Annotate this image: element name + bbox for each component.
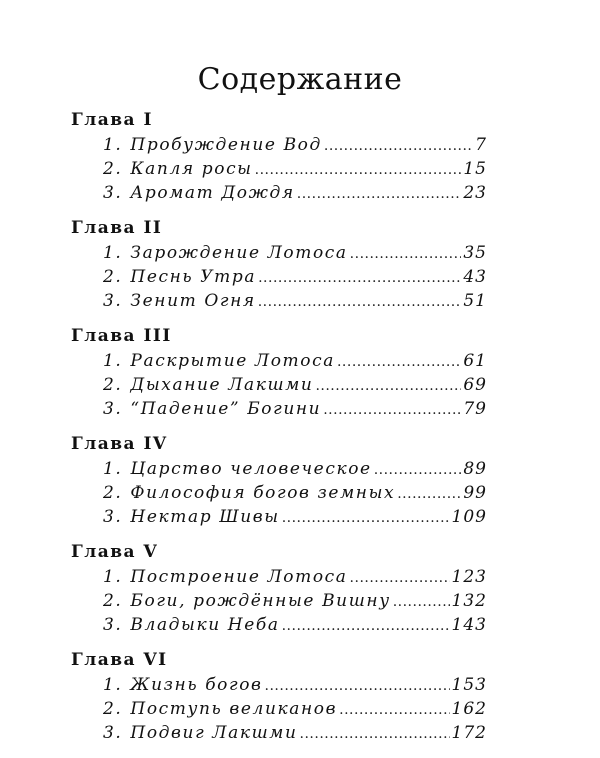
chapter-section [71, 434, 487, 529]
toc-entry [71, 349, 487, 373]
entry-page-number: 61 [463, 351, 487, 371]
toc-entry [71, 481, 487, 505]
entry-page-number: 51 [463, 291, 487, 311]
entry-title: Раскрытие Лотоса [130, 351, 335, 371]
entry-title: Нектар Шивы [130, 507, 280, 527]
toc-entry [71, 673, 487, 697]
entry-page-number: 162 [451, 699, 487, 719]
toc-entry [71, 373, 487, 397]
chapter-section [71, 110, 487, 205]
chapter-section [71, 650, 487, 745]
toc-entry [71, 697, 487, 721]
chapter-section [71, 218, 487, 313]
toc-entry [71, 589, 487, 613]
entry-page-number: 89 [463, 459, 487, 479]
toc-entry [71, 289, 487, 313]
entry-page-number: 23 [463, 183, 487, 203]
toc-entry [71, 457, 487, 481]
entry-number: 2. [103, 375, 123, 395]
entry-page-number: 99 [463, 483, 487, 503]
chapter-heading: Глава I [71, 110, 153, 130]
toc-entry [71, 613, 487, 637]
entry-page-number: 132 [451, 591, 487, 611]
entry-title: Аромат Дождя [130, 183, 295, 203]
entry-number: 1. [103, 351, 123, 371]
entry-number: 2. [103, 483, 123, 503]
entry-number: 1. [103, 675, 123, 695]
entry-number: 3. [103, 183, 123, 203]
dot-leader [397, 482, 461, 506]
entry-page-number: 7 [475, 135, 487, 155]
entry-page-number: 172 [451, 723, 487, 743]
dot-leader [374, 458, 462, 482]
dot-leader [258, 290, 462, 314]
toc-entry [71, 241, 487, 265]
entry-number: 3. [103, 291, 123, 311]
dot-leader [258, 266, 461, 290]
toc-entry [71, 133, 487, 157]
dot-leader [337, 350, 461, 374]
entry-number: 2. [103, 267, 123, 287]
entry-title: Владыки Неба [130, 615, 280, 635]
entry-number: 1. [103, 243, 123, 263]
entry-number: 3. [103, 723, 123, 743]
dot-leader [324, 134, 473, 158]
entry-page-number: 79 [463, 399, 487, 419]
entry-title: Царство человеческое [130, 459, 372, 479]
entry-number: 1. [103, 567, 123, 587]
entry-number: 3. [103, 507, 123, 527]
dot-leader [393, 590, 450, 614]
entry-number: 1. [103, 135, 123, 155]
entry-title: Зарождение Лотоса [130, 243, 348, 263]
toc-entry [71, 505, 487, 529]
entry-title: Жизнь богов [130, 675, 263, 695]
entry-title: Зенит Огня [130, 291, 256, 311]
dot-leader [315, 374, 461, 398]
dot-leader [265, 674, 450, 698]
dot-leader [339, 698, 449, 722]
entry-number: 2. [103, 699, 123, 719]
toc-entry [71, 721, 487, 745]
entry-title: Поступь великанов [130, 699, 338, 719]
dot-leader [300, 722, 450, 746]
toc-entry [71, 157, 487, 181]
dot-leader [255, 158, 462, 182]
entry-title: Боги, рождённые Вишну [130, 591, 391, 611]
entry-page-number: 15 [463, 159, 487, 179]
chapter-section [71, 542, 487, 637]
toc-entry [71, 181, 487, 205]
entry-title: Подвиг Лакшми [130, 723, 298, 743]
entry-title: Песнь Утра [130, 267, 257, 287]
entry-title: Построение Лотоса [130, 567, 348, 587]
entry-page-number: 35 [463, 243, 487, 263]
dot-leader [297, 182, 462, 206]
entry-page-number: 109 [451, 507, 487, 527]
dot-leader [282, 506, 450, 530]
dot-leader [350, 566, 450, 590]
chapter-heading: Глава IV [71, 434, 168, 454]
entry-page-number: 143 [451, 615, 487, 635]
dot-leader [323, 398, 461, 422]
toc-entry [71, 265, 487, 289]
toc-entry [71, 565, 487, 589]
entry-number: 2. [103, 159, 123, 179]
chapter-section [71, 326, 487, 421]
entry-number: 1. [103, 459, 123, 479]
entry-number: 3. [103, 615, 123, 635]
chapter-heading: Глава VI [71, 650, 168, 670]
entry-page-number: 153 [451, 675, 487, 695]
entry-number: 2. [103, 591, 123, 611]
chapter-heading: Глава III [71, 326, 172, 346]
entry-title: Философия богов земных [130, 483, 396, 503]
entry-page-number: 43 [463, 267, 487, 287]
entry-title: “Падение” Богини [130, 399, 322, 419]
entry-title: Дыхание Лакшми [130, 375, 314, 395]
entry-number: 3. [103, 399, 123, 419]
chapter-heading: Глава II [71, 218, 163, 238]
entry-title: Пробуждение Вод [130, 135, 322, 155]
entry-title: Капля росы [130, 159, 253, 179]
page-title: Содержание [197, 62, 403, 97]
toc-entry [71, 397, 487, 421]
table-of-contents [71, 110, 487, 758]
entry-page-number: 123 [451, 567, 487, 587]
dot-leader [282, 614, 450, 638]
entry-page-number: 69 [463, 375, 487, 395]
dot-leader [350, 242, 462, 266]
chapter-heading: Глава V [71, 542, 159, 562]
